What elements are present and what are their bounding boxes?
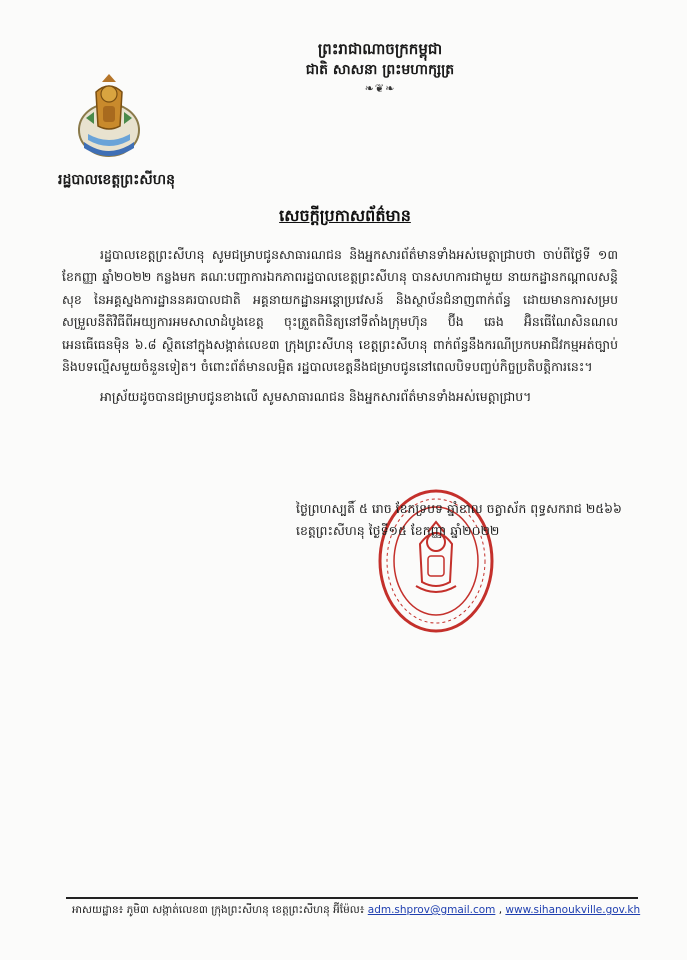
- lunar-date: ថ្ងៃព្រហស្បតិ៍ ៥ រោច ខែភទ្របទ ឆ្នាំខាល ចត្វាស័ក ពុទ្ធសករាជ ២៥៦៦: [296, 501, 622, 516]
- document-body: [62, 244, 618, 409]
- kingdom-name: ព្រះរាជាណាចក្រកម្ពុជា: [317, 40, 443, 58]
- footer-separator: ,: [495, 904, 506, 916]
- footer-address: អាសយដ្ឋាន៖ ភូមិ៣ សង្កាត់លេខ៣ ក្រុងព្រះសីហនុ ខេត្តព្រះសីហនុ អ៊ីម៉ែល៖: [72, 904, 365, 916]
- issuing-authority: រដ្ឋបាលខេត្តព្រះសីហនុ: [58, 172, 175, 188]
- footer-divider: [66, 897, 638, 899]
- national-motto: ជាតិ សាសនា ព្រះមហាក្សត្រ: [305, 62, 455, 78]
- issue-date: [296, 498, 626, 542]
- ornament-divider: ❧❦❧: [364, 82, 396, 95]
- body-paragraph-1: រដ្ឋបាលខេត្តព្រះសីហនុ សូមជម្រាបជូនសាធារណជន និងអ្នកសារព័ត៌មានទាំងអស់មេត្តាជ្រាបថា ចាប់ពីថ្ងៃទី ១៣ ខែកញ្ញា ឆ្នាំ២០២២ កន្លងមក គណៈបញ្ជាការឯកភាពរដ្ឋបាលខេត្តព្រះសីហនុ បានសហការជាមួយ នាយកដ្ឋានកណ្តាលសន្តិសុខ នៃអគ្គស្នងការដ្ឋាននគរបាលជាតិ អគ្គនាយកដ្ឋានអន្តោប្រវេសន៍ និងស្ថាប័នជំនាញពាក់ព័ន្ធ ដោយមានការសម្របសម្រួលនីតិវិធីពីអយ្យការអមសាលាដំបូងខេត្ត ចុះត្រួតពិនិត្យនៅទីតាំងក្រុមហ៊ុន ប៊ីង ឆេង អ៊ិនធើណែសិនណល អេនធើធេនម៉ិន ៦.៨ ស្ថិតនៅក្នុងសង្កាត់លេខ៣ ក្រុងព្រះសីហនុ ខេត្តព្រះសីហនុ ពាក់ព័ន្ធនឹងករណីប្រកបអាជីវកម្មអត់ច្បាប់ និងបទល្មើសមួយចំនួនទៀត។ ចំពោះព័ត៌មានលម្អិត រដ្ឋបាលខេត្តនឹងជម្រាបជូននៅពេលបិទបញ្ចប់កិច្ចប្រតិបត្តិការនេះ។: [62, 247, 618, 375]
- province-emblem-logo: [72, 72, 146, 162]
- email-link[interactable]: adm.shprov@gmail.com: [367, 904, 496, 916]
- document-title: សេចក្តីប្រកាសព័ត៌មាន: [279, 206, 411, 225]
- kingdom-header: [250, 38, 510, 96]
- footer-contact: [72, 902, 641, 918]
- website-link[interactable]: www.sihanoukville.gov.kh: [505, 904, 641, 916]
- body-paragraph-2: អាស្រ័យដូចបានជម្រាបជូនខាងលើ សូមសាធារណជន និងអ្នកសារព័ត៌មានទាំងអស់មេត្តាជ្រាប។: [100, 389, 532, 405]
- solar-date: ខេត្តព្រះសីហនុ ថ្ងៃទី១៥ ខែកញ្ញា ឆ្នាំ២០២២: [296, 523, 500, 538]
